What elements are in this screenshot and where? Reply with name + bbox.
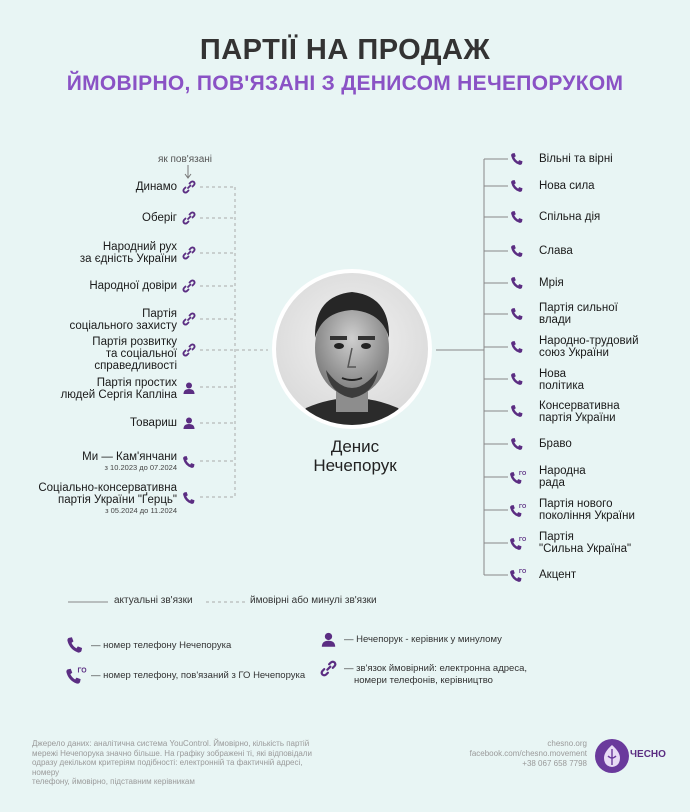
phone-icon [510,152,524,166]
phone-icon [510,276,524,290]
phone-go-icon [509,469,525,485]
left-party-1: Оберіг [142,212,177,224]
svg-text:ГО: ГО [519,471,527,477]
page-title: ПАРТІЇ НА ПРОДАЖ [199,34,491,66]
legend-dashed-line [206,601,246,603]
left-party-9: Соціально-консервативна партія України "Ґерць" з 05.2024 до 11.2024 [38,482,177,515]
footer-source: Джерело даних: аналітична система YouControl. Ймовірно, кількість партій мережі Нечепорука значно більше. На графіку зображені ті, які відповідали одразу декільком критеріям подібності: електронній та фактичній адресі, номеру телефону, ймовірно, підставним керівникам [32,739,312,786]
right-party-7: Нова політика [539,368,585,392]
phone-icon [510,340,524,354]
right-party-4: Мрія [539,277,564,289]
brand-name: ЧЕСНО [630,749,666,760]
person-icon [182,416,196,430]
left-party-7: Товариш [130,417,177,429]
legend-phone-go-label: — номер телефону, пов'язаний з ГО Нечепорука [91,670,306,681]
phone-icon [510,210,524,224]
phone-icon [66,636,84,654]
right-party-8: Консервативна партія України [539,400,620,424]
phone-icon [510,179,524,193]
footer-phone: +38 067 658 7798 [522,759,587,768]
link-icon [182,211,196,225]
left-party-0: Динамо [135,181,177,193]
left-party-2: Народний рух за єдність України [79,241,177,265]
left-party-4: Партія соціального захисту [69,308,177,332]
right-party-11: Партія нового покоління України [539,498,635,522]
phone-icon [182,491,196,505]
left-party-6: Партія простих людей Сергія Капліна [60,377,177,401]
center-person-name: Денис Нечепорук [313,437,397,475]
link-icon [182,312,196,326]
legend-probable-label: ймовірні або минулі зв'язки [250,595,377,606]
right-party-5: Партія сильної влади [539,302,618,326]
legend-actual-label: актуальні зв'язки [114,595,193,606]
left-party-3: Народної довіри [89,280,177,292]
link-icon [182,246,196,260]
phone-icon [510,437,524,451]
legend-phone-label: — номер телефону Нечепорука [91,640,232,651]
phone-go-icon [509,535,525,551]
footer-site[interactable]: chesno.org [547,739,587,748]
phone-icon [510,404,524,418]
legend-person-label: — Нечепорук - керівник у минулому [344,634,502,645]
phone-icon [510,372,524,386]
page-subtitle: ЙМОВІРНО, ПОВ'ЯЗАНІ З ДЕНИСОМ НЕЧЕПОРУКОМ [66,72,624,95]
phone-go-icon [509,502,525,518]
phone-icon [182,455,196,469]
phone-go-icon [65,665,85,685]
left-party-8: Ми — Кам'янчани з 10.2023 до 07.2024 [82,451,177,472]
right-party-3: Слава [539,245,573,257]
person-icon [182,381,196,395]
right-party-9: Браво [539,438,572,450]
link-icon [320,660,337,677]
right-party-2: Спільна дія [539,211,601,223]
hint-label: як пов'язані [157,154,213,165]
right-party-13: Акцент [539,569,577,581]
svg-text:ГО: ГО [519,569,527,575]
portrait [266,268,438,430]
phone-icon [510,307,524,321]
right-party-12: Партія "Сильна Україна" [539,531,632,555]
phone-go-icon [509,567,525,583]
link-icon [182,343,196,357]
right-party-0: Вільні та вірні [539,153,613,165]
svg-text:ГО: ГО [519,504,527,510]
right-party-10: Народна рада [539,465,586,489]
person-icon [320,631,337,648]
footer-facebook[interactable]: facebook.com/chesno.movement [469,749,587,758]
svg-text:ГО: ГО [519,537,527,543]
link-icon [182,180,196,194]
legend-link-label: — зв'язок ймовірний: електронна адреса, номери телефонів, керівництво [344,663,527,686]
left-party-5: Партія розвитку та соціальної справедливості [92,336,177,372]
right-party-1: Нова сила [539,180,595,192]
phone-icon [510,244,524,258]
legend-solid-line [68,601,108,603]
right-party-6: Народно-трудовий союз України [539,335,639,359]
link-icon [182,279,196,293]
svg-text:ГО: ГО [77,667,87,675]
footer-contacts [470,739,587,769]
chesno-logo-icon [594,738,630,774]
